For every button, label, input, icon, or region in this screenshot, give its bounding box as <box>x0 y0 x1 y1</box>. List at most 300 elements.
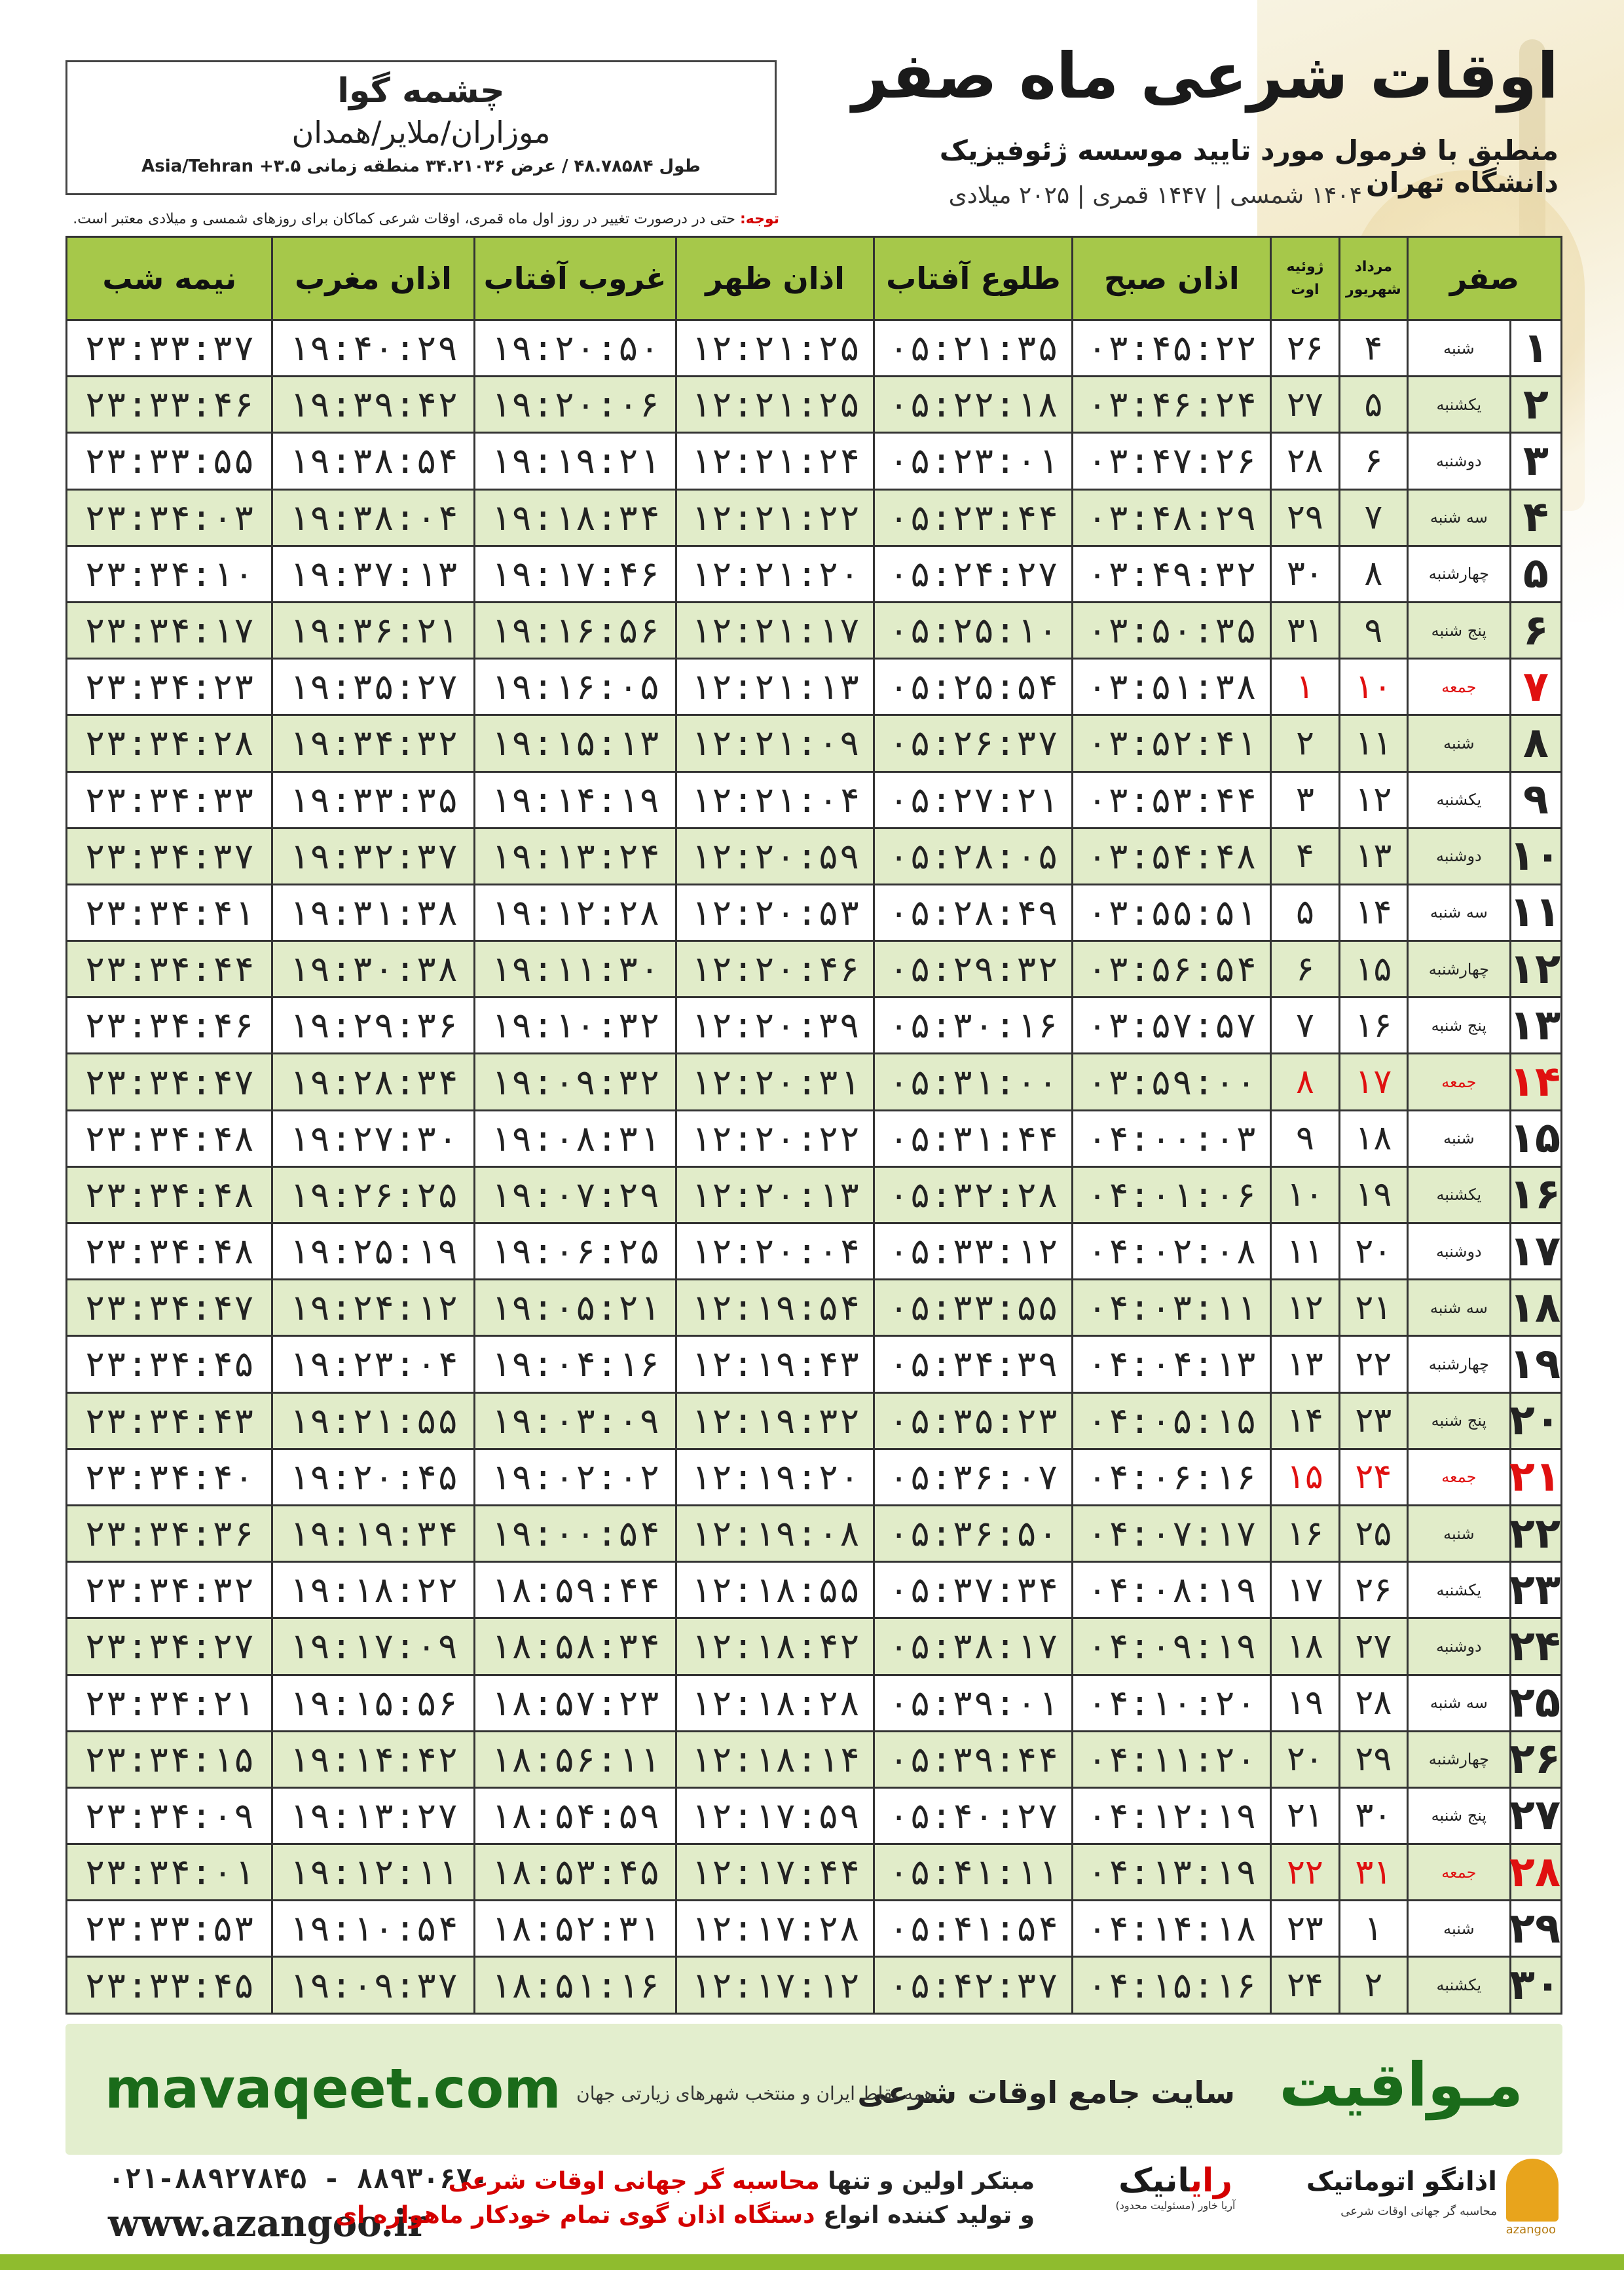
sunset-time: ۱۸:۵۳:۴۵ <box>474 1844 676 1901</box>
table-row <box>67 941 1562 997</box>
table-row <box>67 602 1562 658</box>
midnight-time: ۲۳:۳۴:۴۳ <box>67 1392 272 1449</box>
gregorian-date: ۸ <box>1271 1054 1339 1110</box>
fajr-time: ۰۳:۵۳:۴۴ <box>1073 772 1271 828</box>
table-row <box>67 772 1562 828</box>
sunset-time: ۱۹:۲۰:۰۶ <box>474 377 676 433</box>
shamsi-date: ۱۲ <box>1339 772 1407 828</box>
sunrise-time: ۰۵:۳۱:۰۰ <box>874 1054 1073 1110</box>
sunrise-time: ۰۵:۲۸:۰۵ <box>874 828 1073 884</box>
maghrib-time: ۱۹:۱۲:۱۱ <box>272 1844 474 1901</box>
sunset-time: ۱۸:۵۱:۱۶ <box>474 1957 676 2013</box>
footer-line-2 <box>335 2202 1035 2229</box>
sunset-time: ۱۹:۱۴:۱۹ <box>474 772 676 828</box>
sunset-time: ۱۹:۱۲:۲۸ <box>474 884 676 940</box>
day-number: ۲۳ <box>1510 1562 1561 1618</box>
shamsi-date: ۴ <box>1339 320 1407 377</box>
contact-phone: ۰۲۱-۸۸۹۲۷۸۴۵ - ۸۸۹۳۰۶۷۰ <box>108 2163 489 2195</box>
day-number: ۲۴ <box>1510 1618 1561 1675</box>
fajr-time: ۰۴:۰۴:۱۳ <box>1073 1336 1271 1392</box>
sunset-time: ۱۸:۵۶:۱۱ <box>474 1731 676 1787</box>
notice-label: توجه: <box>739 211 779 227</box>
midnight-time: ۲۳:۳۴:۴۸ <box>67 1166 272 1223</box>
sunset-time: ۱۹:۰۶:۲۵ <box>474 1223 676 1280</box>
table-row <box>67 659 1562 715</box>
midnight-time: ۲۳:۳۴:۰۹ <box>67 1787 272 1844</box>
gregorian-date: ۱۱ <box>1271 1223 1339 1280</box>
table-row <box>67 1618 1562 1675</box>
midnight-time: ۲۳:۳۴:۱۰ <box>67 546 272 602</box>
weekday: شنبه <box>1408 320 1511 377</box>
midnight-time: ۲۳:۳۴:۱۷ <box>67 602 272 658</box>
weekday: پنج شنبه <box>1408 1787 1511 1844</box>
table-row <box>67 1166 1562 1223</box>
shamsi-date: ۱۱ <box>1339 715 1407 772</box>
dhuhr-time: ۱۲:۲۰:۵۹ <box>676 828 874 884</box>
table-header-row <box>67 237 1562 320</box>
fajr-time: ۰۴:۰۱:۰۶ <box>1073 1166 1271 1223</box>
midnight-time: ۲۳:۳۴:۲۳ <box>67 659 272 715</box>
table-row <box>67 1901 1562 1957</box>
midnight-time: ۲۳:۳۴:۱۵ <box>67 1731 272 1787</box>
sunset-time: ۱۸:۵۷:۲۳ <box>474 1675 676 1731</box>
promo-brand: مـواقیت <box>1279 2050 1523 2120</box>
fajr-time: ۰۴:۱۰:۲۰ <box>1073 1675 1271 1731</box>
page-title: اوقات شرعی ماه صفر <box>852 39 1559 113</box>
dhuhr-time: ۱۲:۲۱:۱۳ <box>676 659 874 715</box>
azangoo-logo-word: اذانگو اتوماتیک <box>1306 2167 1497 2197</box>
bottom-accent-bar <box>0 2254 1624 2270</box>
table-row <box>67 1223 1562 1280</box>
fajr-time: ۰۴:۰۹:۱۹ <box>1073 1618 1271 1675</box>
dhuhr-time: ۱۲:۲۱:۰۹ <box>676 715 874 772</box>
fajr-time: ۰۳:۵۲:۴۱ <box>1073 715 1271 772</box>
maghrib-time: ۱۹:۲۴:۱۲ <box>272 1280 474 1336</box>
day-number: ۱۴ <box>1510 1054 1561 1110</box>
rayanik-logo-sub: آریا خاور (مسئولیت محدود) <box>1115 2199 1236 2212</box>
location-region: موزاران/ملایر/همدان <box>291 115 551 150</box>
weekday: جمعه <box>1408 659 1511 715</box>
azangoo-mark-icon <box>1506 2159 1559 2222</box>
fajr-time: ۰۳:۵۶:۵۴ <box>1073 941 1271 997</box>
midnight-time: ۲۳:۳۴:۴۱ <box>67 884 272 940</box>
midnight-time: ۲۳:۳۴:۴۴ <box>67 941 272 997</box>
prayer-times-table <box>65 236 1562 2015</box>
weekday: جمعه <box>1408 1449 1511 1505</box>
midnight-time: ۲۳:۳۴:۴۷ <box>67 1280 272 1336</box>
weekday: شنبه <box>1408 1110 1511 1166</box>
fajr-time: ۰۳:۴۷:۲۶ <box>1073 433 1271 489</box>
weekday: دوشنبه <box>1408 1223 1511 1280</box>
table-row <box>67 433 1562 489</box>
dhuhr-time: ۱۲:۲۰:۳۱ <box>676 1054 874 1110</box>
notice-text: حتی در درصورت تغییر در روز اول ماه قمری، اوقات شرعی کماکان برای روزهای شمسی و میلادی معتبر است. <box>73 211 735 227</box>
gregorian-date: ۲۸ <box>1271 433 1339 489</box>
gregorian-date: ۳۰ <box>1271 546 1339 602</box>
maghrib-time: ۱۹:۳۸:۵۴ <box>272 433 474 489</box>
fajr-time: ۰۳:۴۹:۳۲ <box>1073 546 1271 602</box>
dhuhr-time: ۱۲:۱۹:۰۸ <box>676 1505 874 1561</box>
date-line: ۱۴۰۴ شمسی | ۱۴۴۷ قمری | ۲۰۲۵ میلادی <box>948 182 1362 209</box>
gregorian-date: ۲۱ <box>1271 1787 1339 1844</box>
dhuhr-time: ۱۲:۱۸:۱۴ <box>676 1731 874 1787</box>
sunrise-time: ۰۵:۲۷:۲۱ <box>874 772 1073 828</box>
fajr-time: ۰۳:۵۴:۴۸ <box>1073 828 1271 884</box>
sunrise-time: ۰۵:۳۳:۱۲ <box>874 1223 1073 1280</box>
dhuhr-time: ۱۲:۱۹:۴۳ <box>676 1336 874 1392</box>
rayanik-logo-part-2: انیک <box>1118 2161 1190 2199</box>
maghrib-time: ۱۹:۲۷:۳۰ <box>272 1110 474 1166</box>
gregorian-date: ۲۶ <box>1271 320 1339 377</box>
fajr-time: ۰۴:۰۸:۱۹ <box>1073 1562 1271 1618</box>
promo-website-link[interactable]: mavaqeet.com <box>105 2056 561 2121</box>
maghrib-time: ۱۹:۱۰:۵۴ <box>272 1901 474 1957</box>
fajr-time: ۰۳:۵۰:۳۵ <box>1073 602 1271 658</box>
notice <box>65 211 779 227</box>
footer-line-1-text: مبتکر اولین و تنها <box>819 2168 1035 2195</box>
table-row <box>67 1449 1562 1505</box>
day-number: ۷ <box>1510 659 1561 715</box>
day-number: ۲۵ <box>1510 1675 1561 1731</box>
maghrib-time: ۱۹:۳۰:۳۸ <box>272 941 474 997</box>
gregorian-date: ۱۹ <box>1271 1675 1339 1731</box>
dhuhr-time: ۱۲:۲۰:۳۹ <box>676 997 874 1054</box>
shamsi-date: ۲۷ <box>1339 1618 1407 1675</box>
col-dhuhr: اذان ظهر <box>676 237 874 320</box>
azangoo-logo-tagline: محاسبه گر جهانی اوقات شرعی <box>1340 2205 1497 2218</box>
midnight-time: ۲۳:۳۴:۲۸ <box>67 715 272 772</box>
weekday: شنبه <box>1408 1505 1511 1561</box>
day-number: ۳۰ <box>1510 1957 1561 2013</box>
weekday: پنج شنبه <box>1408 1392 1511 1449</box>
sunrise-time: ۰۵:۲۲:۱۸ <box>874 377 1073 433</box>
dhuhr-time: ۱۲:۱۷:۲۸ <box>676 1901 874 1957</box>
maghrib-time: ۱۹:۲۹:۳۶ <box>272 997 474 1054</box>
col-maghrib: اذان مغرب <box>272 237 474 320</box>
day-number: ۱۰ <box>1510 828 1561 884</box>
gregorian-date: ۲۷ <box>1271 377 1339 433</box>
sunset-time: ۱۹:۰۲:۰۲ <box>474 1449 676 1505</box>
midnight-time: ۲۳:۳۴:۴۶ <box>67 997 272 1054</box>
sunset-time: ۱۹:۱۷:۴۶ <box>474 546 676 602</box>
weekday: یکشنبه <box>1408 1166 1511 1223</box>
gregorian-date: ۵ <box>1271 884 1339 940</box>
table-row <box>67 1675 1562 1731</box>
day-number: ۱ <box>1510 320 1561 377</box>
weekday: جمعه <box>1408 1844 1511 1901</box>
maghrib-time: ۱۹:۳۹:۴۲ <box>272 377 474 433</box>
day-number: ۲۰ <box>1510 1392 1561 1449</box>
gregorian-date: ۲۲ <box>1271 1844 1339 1901</box>
gregorian-date: ۲۰ <box>1271 1731 1339 1787</box>
azangoo-logo-en: azangoo <box>1505 2223 1556 2237</box>
gregorian-date: ۱۸ <box>1271 1618 1339 1675</box>
maghrib-time: ۱۹:۱۳:۲۷ <box>272 1787 474 1844</box>
gregorian-date: ۷ <box>1271 997 1339 1054</box>
maghrib-time: ۱۹:۱۷:۰۹ <box>272 1618 474 1675</box>
table-row <box>67 1336 1562 1392</box>
promo-tagline-secondary: همه نقاط ایران و منتخب شهرهای زیارتی جهان <box>576 2083 934 2104</box>
weekday: شنبه <box>1408 715 1511 772</box>
sunrise-time: ۰۵:۳۱:۴۴ <box>874 1110 1073 1166</box>
weekday: سه شنبه <box>1408 884 1511 940</box>
weekday: سه شنبه <box>1408 1280 1511 1336</box>
fajr-time: ۰۳:۵۵:۵۱ <box>1073 884 1271 940</box>
sunset-time: ۱۹:۱۸:۳۴ <box>474 489 676 546</box>
dhuhr-time: ۱۲:۱۸:۴۲ <box>676 1618 874 1675</box>
day-number: ۲۲ <box>1510 1505 1561 1561</box>
weekday: چهارشنبه <box>1408 546 1511 602</box>
sunset-time: ۱۸:۵۲:۳۱ <box>474 1901 676 1957</box>
weekday: جمعه <box>1408 1054 1511 1110</box>
sunrise-time: ۰۵:۲۱:۳۵ <box>874 320 1073 377</box>
midnight-time: ۲۳:۳۳:۳۷ <box>67 320 272 377</box>
col-fajr: اذان صبح <box>1073 237 1271 320</box>
shamsi-date: ۱۵ <box>1339 941 1407 997</box>
midnight-time: ۲۳:۳۴:۰۳ <box>67 489 272 546</box>
location-name: چشمه گوا <box>337 71 505 111</box>
sunset-time: ۱۹:۰۹:۳۲ <box>474 1054 676 1110</box>
fajr-time: ۰۳:۴۶:۲۴ <box>1073 377 1271 433</box>
fajr-time: ۰۴:۰۲:۰۸ <box>1073 1223 1271 1280</box>
shamsi-date: ۲۰ <box>1339 1223 1407 1280</box>
fajr-time: ۰۴:۱۳:۱۹ <box>1073 1844 1271 1901</box>
shamsi-date: ۲۸ <box>1339 1675 1407 1731</box>
shamsi-date: ۶ <box>1339 433 1407 489</box>
maghrib-time: ۱۹:۳۷:۱۳ <box>272 546 474 602</box>
dhuhr-time: ۱۲:۱۹:۵۴ <box>676 1280 874 1336</box>
sunset-time: ۱۹:۲۰:۵۰ <box>474 320 676 377</box>
sunrise-time: ۰۵:۴۲:۳۷ <box>874 1957 1073 2013</box>
maghrib-time: ۱۹:۲۵:۱۹ <box>272 1223 474 1280</box>
day-number: ۲۶ <box>1510 1731 1561 1787</box>
shamsi-date: ۱۷ <box>1339 1054 1407 1110</box>
table-row <box>67 1505 1562 1561</box>
sunrise-time: ۰۵:۲۳:۴۴ <box>874 489 1073 546</box>
dhuhr-time: ۱۲:۱۸:۲۸ <box>676 1675 874 1731</box>
shamsi-date: ۱۹ <box>1339 1166 1407 1223</box>
footer-website-link[interactable]: www.azangoo.ir <box>108 2202 427 2245</box>
azangoo-logo <box>1297 2155 1559 2240</box>
shamsi-date: ۳۱ <box>1339 1844 1407 1901</box>
sunset-time: ۱۹:۰۸:۳۱ <box>474 1110 676 1166</box>
sunrise-time: ۰۵:۳۳:۵۵ <box>874 1280 1073 1336</box>
day-number: ۱۵ <box>1510 1110 1561 1166</box>
day-number: ۲۸ <box>1510 1844 1561 1901</box>
footer-line-2-text: و تولید کننده انواع <box>815 2202 1035 2229</box>
sunset-time: ۱۹:۱۹:۲۱ <box>474 433 676 489</box>
fajr-time: ۰۳:۵۹:۰۰ <box>1073 1054 1271 1110</box>
maghrib-time: ۱۹:۴۰:۲۹ <box>272 320 474 377</box>
day-number: ۸ <box>1510 715 1561 772</box>
midnight-time: ۲۳:۳۴:۳۲ <box>67 1562 272 1618</box>
sunrise-time: ۰۵:۲۳:۰۱ <box>874 433 1073 489</box>
dhuhr-time: ۱۲:۱۹:۲۰ <box>676 1449 874 1505</box>
sunrise-time: ۰۵:۳۰:۱۶ <box>874 997 1073 1054</box>
midnight-time: ۲۳:۳۴:۲۷ <box>67 1618 272 1675</box>
day-number: ۳ <box>1510 433 1561 489</box>
footer-line-1-highlight: محاسبه گر جهانی اوقات شرعی <box>448 2168 820 2195</box>
midnight-time: ۲۳:۳۴:۴۸ <box>67 1223 272 1280</box>
shamsi-date: ۲۵ <box>1339 1505 1407 1561</box>
dhuhr-time: ۱۲:۱۹:۳۲ <box>676 1392 874 1449</box>
midnight-time: ۲۳:۳۴:۳۶ <box>67 1505 272 1561</box>
shamsi-date: ۲۱ <box>1339 1280 1407 1336</box>
shamsi-date: ۲۶ <box>1339 1562 1407 1618</box>
weekday: یکشنبه <box>1408 772 1511 828</box>
weekday: شنبه <box>1408 1901 1511 1957</box>
maghrib-time: ۱۹:۲۳:۰۴ <box>272 1336 474 1392</box>
weekday: دوشنبه <box>1408 828 1511 884</box>
fajr-time: ۰۳:۴۸:۲۹ <box>1073 489 1271 546</box>
table-row <box>67 377 1562 433</box>
dhuhr-time: ۱۲:۱۸:۵۵ <box>676 1562 874 1618</box>
maghrib-time: ۱۹:۳۵:۲۷ <box>272 659 474 715</box>
gregorian-date: ۲۹ <box>1271 489 1339 546</box>
rayanik-logo <box>1080 2161 1270 2233</box>
dhuhr-time: ۱۲:۲۱:۲۲ <box>676 489 874 546</box>
dhuhr-time: ۱۲:۱۷:۴۴ <box>676 1844 874 1901</box>
shamsi-date: ۱ <box>1339 1901 1407 1957</box>
col-month: صفر <box>1408 237 1562 320</box>
rayanik-logo-part-1: رای <box>1190 2161 1232 2199</box>
sunset-time: ۱۹:۰۴:۱۶ <box>474 1336 676 1392</box>
gregorian-date: ۳ <box>1271 772 1339 828</box>
sunrise-time: ۰۵:۴۱:۵۴ <box>874 1901 1073 1957</box>
sunset-time: ۱۹:۰۰:۵۴ <box>474 1505 676 1561</box>
dhuhr-time: ۱۲:۱۷:۵۹ <box>676 1787 874 1844</box>
gregorian-date: ۱۰ <box>1271 1166 1339 1223</box>
shamsi-date: ۹ <box>1339 602 1407 658</box>
table-row <box>67 489 1562 546</box>
sunrise-time: ۰۵:۳۶:۰۷ <box>874 1449 1073 1505</box>
weekday: پنج شنبه <box>1408 997 1511 1054</box>
weekday: یکشنبه <box>1408 1562 1511 1618</box>
promo-tagline: سایت جامع اوقات شرعی <box>857 2075 1235 2110</box>
gregorian-date: ۲ <box>1271 715 1339 772</box>
table-row <box>67 1110 1562 1166</box>
weekday: دوشنبه <box>1408 1618 1511 1675</box>
table-row <box>67 320 1562 377</box>
dhuhr-time: ۱۲:۲۱:۱۷ <box>676 602 874 658</box>
shamsi-date: ۷ <box>1339 489 1407 546</box>
rayanik-logo-word <box>1080 2161 1270 2199</box>
col-sunrise: طلوع آفتاب <box>874 237 1073 320</box>
day-number: ۴ <box>1510 489 1561 546</box>
shamsi-date: ۵ <box>1339 377 1407 433</box>
shamsi-date: ۲۲ <box>1339 1336 1407 1392</box>
day-number: ۲ <box>1510 377 1561 433</box>
table-row <box>67 546 1562 602</box>
shamsi-date: ۲۴ <box>1339 1449 1407 1505</box>
weekday: یکشنبه <box>1408 377 1511 433</box>
maghrib-time: ۱۹:۱۹:۳۴ <box>272 1505 474 1561</box>
location-coords: طول ۴۸.۷۸۵۸۴ / عرض ۳۴.۲۱۰۳۶ منطقه زمانی ۳.۵+ Asia/Tehran <box>141 157 701 176</box>
footer-line-2-highlight: دستگاه اذان گوی تمام خودکار ماهواره ای <box>335 2202 815 2229</box>
col-sunset: غروب آفتاب <box>474 237 676 320</box>
dhuhr-time: ۱۲:۲۰:۲۲ <box>676 1110 874 1166</box>
sunrise-time: ۰۵:۳۴:۳۹ <box>874 1336 1073 1392</box>
fajr-time: ۰۴:۰۰:۰۳ <box>1073 1110 1271 1166</box>
gregorian-date: ۱ <box>1271 659 1339 715</box>
table-row <box>67 1957 1562 2013</box>
fajr-time: ۰۴:۱۵:۱۶ <box>1073 1957 1271 2013</box>
sunrise-time: ۰۵:۴۱:۱۱ <box>874 1844 1073 1901</box>
day-number: ۶ <box>1510 602 1561 658</box>
maghrib-time: ۱۹:۳۶:۲۱ <box>272 602 474 658</box>
dhuhr-time: ۱۲:۲۰:۱۳ <box>676 1166 874 1223</box>
sunrise-time: ۰۵:۲۴:۲۷ <box>874 546 1073 602</box>
maghrib-time: ۱۹:۳۴:۳۲ <box>272 715 474 772</box>
sunset-time: ۱۹:۰۳:۰۹ <box>474 1392 676 1449</box>
dhuhr-time: ۱۲:۲۱:۲۵ <box>676 320 874 377</box>
gregorian-date: ۱۶ <box>1271 1505 1339 1561</box>
maghrib-time: ۱۹:۱۴:۴۲ <box>272 1731 474 1787</box>
dhuhr-time: ۱۲:۲۱:۲۴ <box>676 433 874 489</box>
fajr-time: ۰۳:۴۵:۲۲ <box>1073 320 1271 377</box>
dhuhr-time: ۱۲:۲۰:۰۴ <box>676 1223 874 1280</box>
maghrib-time: ۱۹:۳۲:۳۷ <box>272 828 474 884</box>
gregorian-date: ۴ <box>1271 828 1339 884</box>
gregorian-date: ۳۱ <box>1271 602 1339 658</box>
sunset-time: ۱۹:۱۶:۰۵ <box>474 659 676 715</box>
day-number: ۱۸ <box>1510 1280 1561 1336</box>
midnight-time: ۲۳:۳۴:۳۳ <box>67 772 272 828</box>
fajr-time: ۰۳:۵۷:۵۷ <box>1073 997 1271 1054</box>
midnight-time: ۲۳:۳۴:۲۱ <box>67 1675 272 1731</box>
shamsi-date: ۲۳ <box>1339 1392 1407 1449</box>
sunset-time: ۱۸:۵۹:۴۴ <box>474 1562 676 1618</box>
table-row <box>67 884 1562 940</box>
col-gregorian: ژوئیه اوت <box>1271 237 1339 320</box>
gregorian-date: ۱۵ <box>1271 1449 1339 1505</box>
weekday: دوشنبه <box>1408 433 1511 489</box>
gregorian-date: ۹ <box>1271 1110 1339 1166</box>
table-row <box>67 997 1562 1054</box>
maghrib-time: ۱۹:۲۰:۴۵ <box>272 1449 474 1505</box>
fajr-time: ۰۴:۱۲:۱۹ <box>1073 1787 1271 1844</box>
shamsi-date: ۲ <box>1339 1957 1407 2013</box>
table-body <box>67 320 1562 2014</box>
sunrise-time: ۰۵:۴۰:۲۷ <box>874 1787 1073 1844</box>
fajr-time: ۰۴:۰۳:۱۱ <box>1073 1280 1271 1336</box>
table-row <box>67 1280 1562 1336</box>
day-number: ۱۱ <box>1510 884 1561 940</box>
sunset-time: ۱۹:۰۵:۲۱ <box>474 1280 676 1336</box>
gregorian-date: ۱۲ <box>1271 1280 1339 1336</box>
dhuhr-time: ۱۲:۲۰:۴۶ <box>676 941 874 997</box>
col-shamsi: مرداد شهریور <box>1339 237 1407 320</box>
fajr-time: ۰۳:۵۱:۳۸ <box>1073 659 1271 715</box>
weekday: پنج شنبه <box>1408 602 1511 658</box>
page-subtitle: منطبق با فرمول مورد تایید موسسه ژئوفیزیک دانشگاه تهران <box>939 134 1559 198</box>
location-box <box>65 60 777 195</box>
maghrib-time: ۱۹:۱۵:۵۶ <box>272 1675 474 1731</box>
dhuhr-time: ۱۲:۲۱:۲۰ <box>676 546 874 602</box>
shamsi-date: ۱۰ <box>1339 659 1407 715</box>
sunrise-time: ۰۵:۲۸:۴۹ <box>874 884 1073 940</box>
sunset-time: ۱۹:۰۷:۲۹ <box>474 1166 676 1223</box>
gregorian-date: ۲۴ <box>1271 1957 1339 2013</box>
fajr-time: ۰۴:۱۴:۱۸ <box>1073 1901 1271 1957</box>
sunset-time: ۱۹:۱۰:۳۲ <box>474 997 676 1054</box>
sunrise-time: ۰۵:۲۵:۱۰ <box>874 602 1073 658</box>
fajr-time: ۰۴:۰۷:۱۷ <box>1073 1505 1271 1561</box>
maghrib-time: ۱۹:۲۸:۳۴ <box>272 1054 474 1110</box>
sunrise-time: ۰۵:۲۶:۳۷ <box>874 715 1073 772</box>
sunrise-time: ۰۵:۳۶:۵۰ <box>874 1505 1073 1561</box>
gregorian-date: ۱۴ <box>1271 1392 1339 1449</box>
